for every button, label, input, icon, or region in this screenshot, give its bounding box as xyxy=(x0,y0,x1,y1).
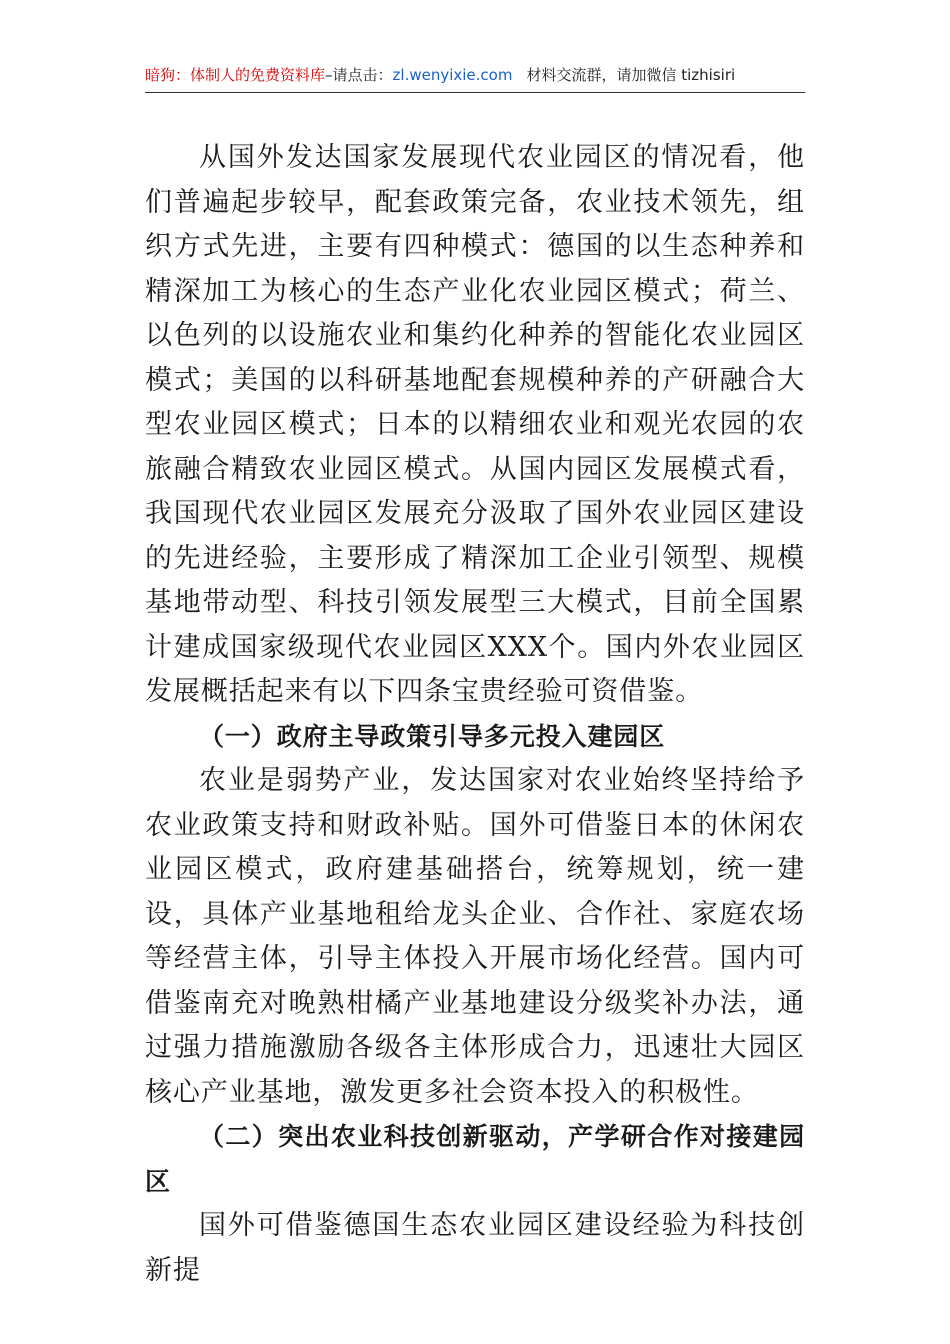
header-group-note: 材料交流群，请加微信 tizhisiri xyxy=(526,66,736,84)
section-heading-2: （二）突出农业科技创新驱动，产学研合作对接建园区 xyxy=(145,1122,805,1196)
paragraph-section-2: 国外可借鉴德国生态农业园区建设经验为科技创新提 xyxy=(145,1210,805,1286)
page-header xyxy=(145,62,805,93)
document-body xyxy=(145,136,805,1293)
header-brand: 暗狗：体制人的免费资料库 xyxy=(145,66,326,84)
section-heading-1: （一）政府主导政策引导多元投入建园区 xyxy=(199,721,666,751)
paragraph-section-1: 农业是弱势产业，发达国家对农业始终坚持给予农业政策支持和财政补贴。国外可借鉴日本的休闲农业园区模式，政府建基础搭台，统筹规划，统一建设，具体产业基地租给龙头企业、合作社、家庭农场等经营主体，引导主体投入开展市场化经营。国内可借鉴南充对晚熟柑橘产业基地建设分级奖补办法，通过强力措施激励各级各主体形成合力，迅速壮大园区核心产业基地，激发更多社会资本投入的积极性。 xyxy=(145,765,805,1108)
paragraph-intro: 从国外发达国家发展现代农业园区的情况看，他们普遍起步较早，配套政策完备，农业技术领先，组织方式先进，主要有四种模式：德国的以生态种养和精深加工为核心的生态产业化农业园区模式；荷兰、以色列的以设施农业和集约化种养的智能化农业园区模式；美国的以科研基地配套规模种养的产研融合大型农业园区模式；日本的以精细农业和观光农园的农旅融合精致农业园区模式。从国内园区发展模式看，我国现代农业园区发展充分汲取了国外农业园区建设的先进经验，主要形成了精深加工企业引领型、规模基地带动型、科技引领发展型三大模式，目前全国累计建成国家级现代农业园区XXX个。国内外农业园区发展概括起来有以下四条宝贵经验可资借鉴。 xyxy=(145,142,805,707)
header-click-prefix: –请点击： xyxy=(325,66,393,84)
header-url-link[interactable]: zl.wenyixie.com xyxy=(392,66,513,84)
